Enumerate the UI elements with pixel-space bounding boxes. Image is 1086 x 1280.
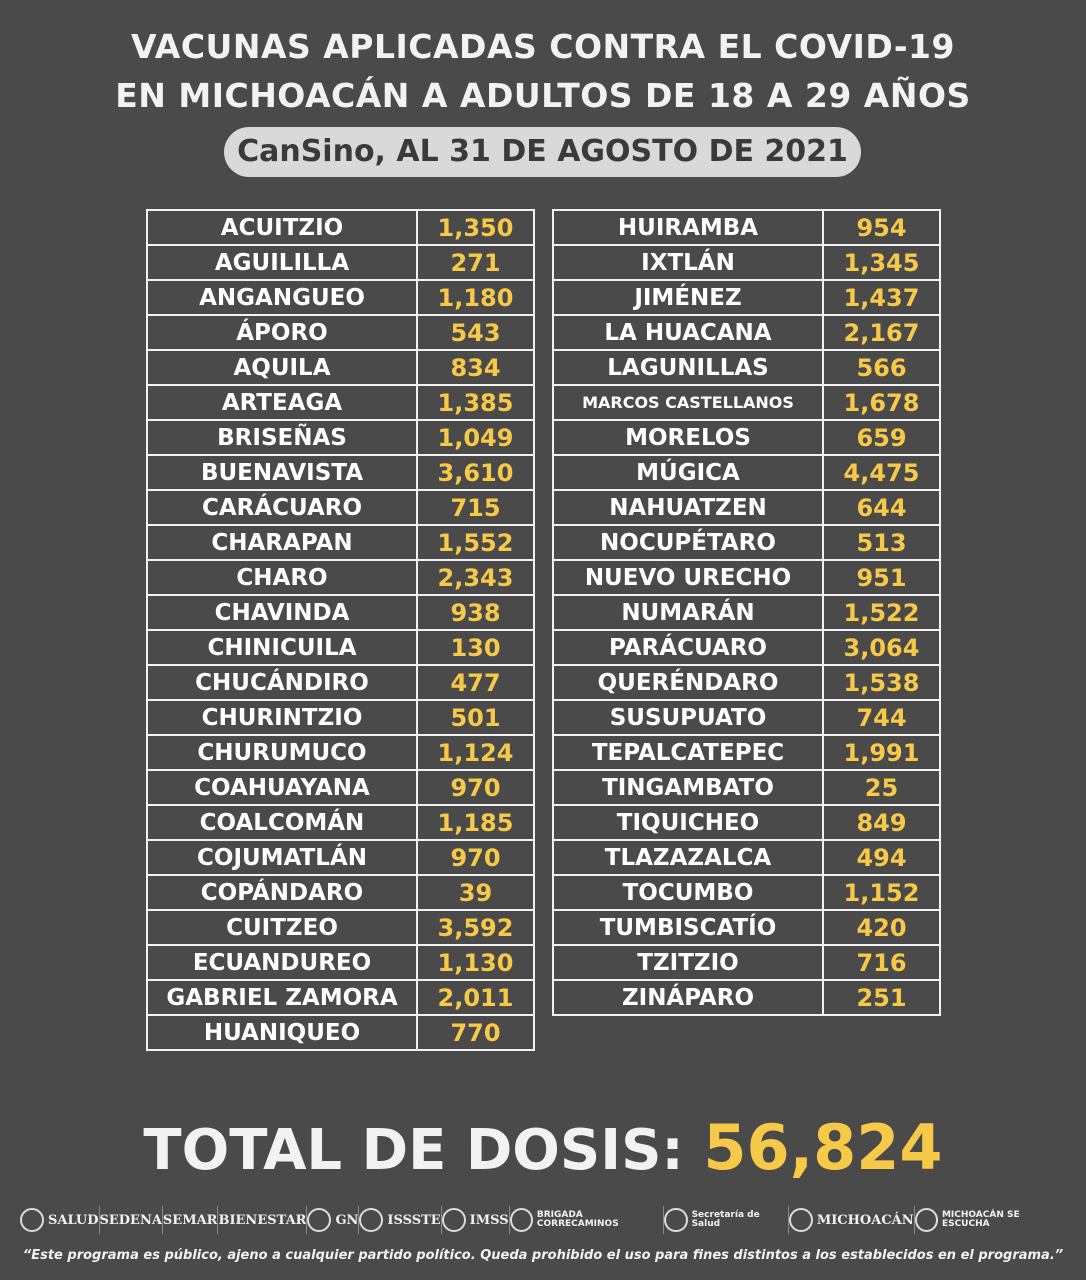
municipality-name: SUSUPUATO (553, 700, 823, 735)
municipality-name: QUERÉNDARO (553, 665, 823, 700)
dose-count: 477 (417, 665, 534, 700)
dose-count: 1,538 (823, 665, 940, 700)
table-row (147, 560, 534, 595)
logo-label: BIENESTAR (218, 1212, 307, 1228)
dose-count: 4,475 (823, 455, 940, 490)
dose-count: 1,522 (823, 595, 940, 630)
table-row (553, 735, 940, 770)
dose-count: 543 (417, 315, 534, 350)
dose-count: 1,152 (823, 875, 940, 910)
dose-count: 1,049 (417, 420, 534, 455)
logo-brigada-correcaminos (510, 1208, 664, 1232)
table-row (147, 245, 534, 280)
logo-label: ISSSTE (387, 1212, 441, 1228)
table-row (147, 665, 534, 700)
dose-count: 3,592 (417, 910, 534, 945)
dose-count: 954 (823, 210, 940, 245)
table-row (147, 770, 534, 805)
logo-label: SEMAR (162, 1212, 218, 1228)
municipality-name: MORELOS (553, 420, 823, 455)
municipality-name: TEPALCATEPEC (553, 735, 823, 770)
logo-michoac-n (789, 1208, 914, 1232)
municipality-name: GABRIEL ZAMORA (147, 980, 417, 1015)
subtitle-badge: CanSino, AL 31 DE AGOSTO DE 2021 (224, 127, 861, 177)
dose-count: 970 (417, 840, 534, 875)
municipality-name: NUEVO URECHO (553, 560, 823, 595)
dose-count: 938 (417, 595, 534, 630)
municipality-name: HUIRAMBA (553, 210, 823, 245)
municipality-name: COJUMATLÁN (147, 840, 417, 875)
legal-disclaimer: “Este programa es público, ajeno a cualquier partido político. Queda prohibido el uso para fines distintos a los establecidos en el programa.” (22, 1248, 1064, 1263)
dose-count: 644 (823, 490, 940, 525)
table-row (147, 840, 534, 875)
dose-count: 715 (417, 490, 534, 525)
municipality-name: TUMBISCATÍO (553, 910, 823, 945)
table-row (147, 735, 534, 770)
mexico-seal-icon (20, 1208, 44, 1232)
municipality-name: COPÁNDARO (147, 875, 417, 910)
dose-count: 1,678 (823, 385, 940, 420)
table-row (553, 770, 940, 805)
logo-issste (359, 1208, 440, 1232)
logo-label: BRIGADA CORRECAMINOS (536, 1209, 619, 1229)
municipality-name: CHURINTZIO (147, 700, 417, 735)
municipality-name: TIQUICHEO (553, 805, 823, 840)
imss-eagle-icon (442, 1208, 466, 1232)
dose-count: 1,385 (417, 385, 534, 420)
municipality-name: CHARAPAN (147, 525, 417, 560)
municipality-name: CHAVINDA (147, 595, 417, 630)
table-row (147, 525, 534, 560)
logo-label: Secretaría de Salud (691, 1209, 760, 1229)
municipality-name: TINGAMBATO (553, 770, 823, 805)
table-row (553, 980, 940, 1015)
municipality-name: ANGANGUEO (147, 280, 417, 315)
dose-count: 970 (417, 770, 534, 805)
table-row (147, 875, 534, 910)
table-row (553, 665, 940, 700)
logo-sedena (99, 1213, 161, 1228)
municipality-name: ECUANDUREO (147, 945, 417, 980)
dose-count: 251 (823, 980, 940, 1015)
table-row (147, 315, 534, 350)
logo-salud (20, 1208, 99, 1232)
municipality-name: AGUILILLA (147, 245, 417, 280)
table-row (553, 875, 940, 910)
dose-count: 1,437 (823, 280, 940, 315)
dose-count: 1,350 (417, 210, 534, 245)
dose-count: 420 (823, 910, 940, 945)
dose-count: 1,180 (417, 280, 534, 315)
table-row (553, 630, 940, 665)
logo-label: MICHOACÁN SE ESCUCHA (941, 1209, 1020, 1229)
table-row (553, 840, 940, 875)
dose-count: 501 (417, 700, 534, 735)
logo-imss (442, 1208, 509, 1232)
logo-secretar-a-de-salud (664, 1208, 788, 1232)
table-row (147, 1015, 534, 1050)
dose-count: 2,011 (417, 980, 534, 1015)
municipality-name: NAHUATZEN (553, 490, 823, 525)
municipality-name: MARCOS CASTELLANOS (553, 385, 823, 420)
dose-count: 130 (417, 630, 534, 665)
municipality-name: MÚGICA (553, 455, 823, 490)
municipality-name: NOCUPÉTARO (553, 525, 823, 560)
dose-count: 1,345 (823, 245, 940, 280)
logo-label: MICHOACÁN (816, 1212, 914, 1228)
radio-waves-icon (915, 1208, 938, 1232)
table-row (147, 980, 534, 1015)
eagle-icon (359, 1208, 383, 1232)
table-row (553, 490, 940, 525)
dose-count: 2,343 (417, 560, 534, 595)
municipality-name: COAHUAYANA (147, 770, 417, 805)
dose-count: 951 (823, 560, 940, 595)
dose-count: 1,991 (823, 735, 940, 770)
municipality-name: BUENAVISTA (147, 455, 417, 490)
municipality-name: PARÁCUARO (553, 630, 823, 665)
municipality-name: ZINÁPARO (553, 980, 823, 1015)
table-row (553, 385, 940, 420)
michoacan-emblem-icon (664, 1208, 687, 1232)
table-row (147, 490, 534, 525)
municipality-name: TLAZAZALCA (553, 840, 823, 875)
municipality-name: CHURUMUCO (147, 735, 417, 770)
table-row (147, 910, 534, 945)
table-row (553, 560, 940, 595)
lotus-icon (789, 1208, 813, 1232)
table-row (553, 420, 940, 455)
total-value: 56,824 (703, 1111, 943, 1184)
sponsor-logos (20, 1200, 1066, 1240)
dose-count: 271 (417, 245, 534, 280)
municipality-name: JIMÉNEZ (553, 280, 823, 315)
municipality-table-right (552, 209, 941, 1016)
table-row (553, 910, 940, 945)
dose-count: 494 (823, 840, 940, 875)
table-row (553, 350, 940, 385)
municipality-name: HUANIQUEO (147, 1015, 417, 1050)
municipality-name: ARTEAGA (147, 385, 417, 420)
logo-label: SEDENA (99, 1212, 162, 1228)
municipality-name: BRISEÑAS (147, 420, 417, 455)
logo-label: IMSS (469, 1212, 509, 1228)
dose-count: 1,130 (417, 945, 534, 980)
municipality-name: CHINICUILA (147, 630, 417, 665)
table-row (147, 595, 534, 630)
municipality-name: NUMARÁN (553, 595, 823, 630)
table-row (147, 350, 534, 385)
dose-count: 834 (417, 350, 534, 385)
municipality-name: IXTLÁN (553, 245, 823, 280)
municipality-name: CHARO (147, 560, 417, 595)
table-row (553, 525, 940, 560)
dose-count: 1,552 (417, 525, 534, 560)
municipality-table-left (146, 209, 535, 1051)
table-row (147, 210, 534, 245)
municipality-name: TOCUMBO (553, 875, 823, 910)
table-row (147, 455, 534, 490)
table-row (553, 945, 940, 980)
table-row (147, 420, 534, 455)
table-row (147, 280, 534, 315)
dose-count: 39 (417, 875, 534, 910)
municipality-name: ACUITZIO (147, 210, 417, 245)
municipality-name: COALCOMÁN (147, 805, 417, 840)
table-row (147, 385, 534, 420)
logo-michoac-n-se-escucha (915, 1208, 1066, 1232)
table-row (553, 245, 940, 280)
logo-label: SALUD (48, 1212, 99, 1228)
municipality-name: CARÁCUARO (147, 490, 417, 525)
municipality-name: CUITZEO (147, 910, 417, 945)
dose-count: 716 (823, 945, 940, 980)
table-row (147, 945, 534, 980)
table-row (553, 280, 940, 315)
dose-count: 2,167 (823, 315, 940, 350)
table-row (553, 700, 940, 735)
table-row (553, 315, 940, 350)
dose-count: 1,124 (417, 735, 534, 770)
total-doses (0, 1111, 1086, 1184)
dose-count: 566 (823, 350, 940, 385)
dose-count: 849 (823, 805, 940, 840)
dose-count: 3,610 (417, 455, 534, 490)
table-row (553, 805, 940, 840)
total-label: TOTAL DE DOSIS: (143, 1118, 684, 1183)
logo-semar (163, 1213, 218, 1228)
table-row (147, 805, 534, 840)
dose-count: 770 (417, 1015, 534, 1050)
logo-label: GN (335, 1212, 359, 1228)
municipality-name: TZITZIO (553, 945, 823, 980)
dose-count: 1,185 (417, 805, 534, 840)
municipality-name: ÁPORO (147, 315, 417, 350)
title-line-2: EN MICHOACÁN A ADULTOS DE 18 A 29 AÑOS (115, 76, 971, 115)
dose-count: 3,064 (823, 630, 940, 665)
municipality-name: CHUCÁNDIRO (147, 665, 417, 700)
municipality-name: LA HUACANA (553, 315, 823, 350)
dose-count: 25 (823, 770, 940, 805)
municipality-name: AQUILA (147, 350, 417, 385)
table-row (147, 700, 534, 735)
shield-icon (510, 1208, 533, 1232)
title-line-1: VACUNAS APLICADAS CONTRA EL COVID-19 (131, 27, 955, 66)
dose-count: 744 (823, 700, 940, 735)
table-row (553, 455, 940, 490)
dose-count: 659 (823, 420, 940, 455)
municipality-name: LAGUNILLAS (553, 350, 823, 385)
table-row (147, 630, 534, 665)
table-row (553, 210, 940, 245)
logo-bienestar (218, 1213, 306, 1228)
dose-count: 513 (823, 525, 940, 560)
logo-gn (307, 1208, 358, 1232)
table-row (553, 595, 940, 630)
guardia-nacional-badge-icon (307, 1208, 331, 1232)
